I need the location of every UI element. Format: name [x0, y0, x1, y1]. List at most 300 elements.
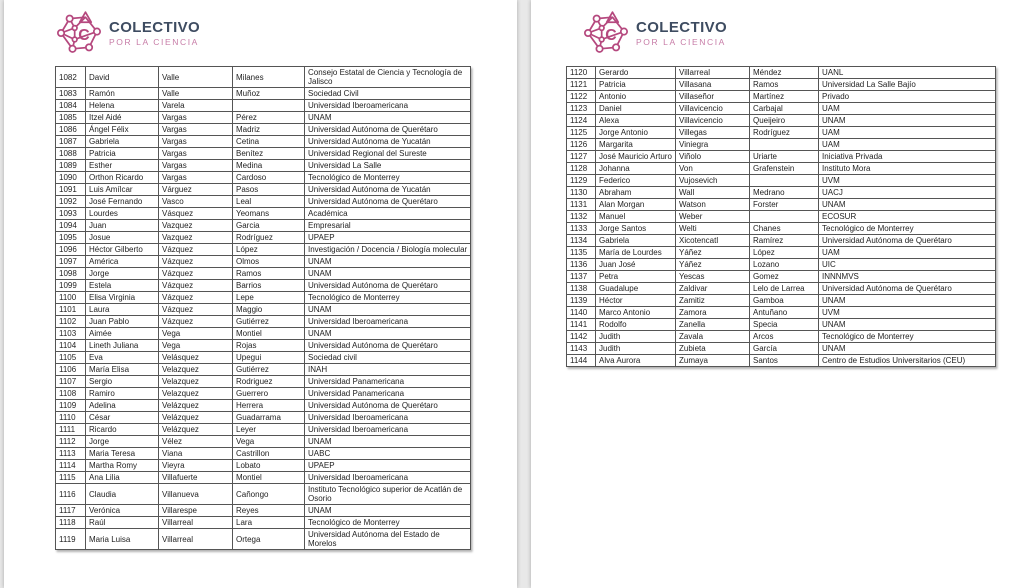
cell: UAM — [819, 247, 996, 259]
cell: UNAM — [305, 268, 471, 280]
cell: Vargas — [159, 148, 233, 160]
cell: Várguez — [159, 184, 233, 196]
cell: Villavicencio — [676, 103, 750, 115]
cell: Margarita — [596, 139, 676, 151]
cell: Héctor — [596, 295, 676, 307]
cell: Esther — [86, 160, 159, 172]
cell: 1116 — [56, 484, 86, 505]
cell: Patricia — [86, 148, 159, 160]
cell: 1115 — [56, 472, 86, 484]
cell: 1092 — [56, 196, 86, 208]
cell: Juan — [86, 220, 159, 232]
cell: Jorge — [86, 436, 159, 448]
cell: 1125 — [567, 127, 596, 139]
cell: Villanueva — [159, 484, 233, 505]
cell: 1105 — [56, 352, 86, 364]
cell: UACJ — [819, 187, 996, 199]
cell: 1134 — [567, 235, 596, 247]
cell: Rodríguez — [750, 127, 819, 139]
cell: Zumaya — [676, 355, 750, 367]
table-row — [56, 67, 471, 88]
table-row — [56, 124, 471, 136]
cell: Investigación / Docencia / Biología molecular — [305, 244, 471, 256]
cell: Gerardo — [596, 67, 676, 79]
cell: 1143 — [567, 343, 596, 355]
cell: Sergio — [86, 376, 159, 388]
cell: Ramos — [750, 79, 819, 91]
cell: Aimée — [86, 328, 159, 340]
cell: Antonio — [596, 91, 676, 103]
cell: Vázquez — [159, 316, 233, 328]
cell: Estela — [86, 280, 159, 292]
colectivo-logo — [583, 9, 727, 57]
cell: Vázquez — [159, 280, 233, 292]
table-row — [56, 280, 471, 292]
cell: Luis Amílcar — [86, 184, 159, 196]
cell: Universidad Autónoma de Yucatán — [305, 184, 471, 196]
cell: Verónica — [86, 505, 159, 517]
cell: Empresarial — [305, 220, 471, 232]
cell: 1112 — [56, 436, 86, 448]
table-row — [56, 328, 471, 340]
table-row — [567, 259, 996, 271]
cell: UNAM — [305, 112, 471, 124]
cell: Chanes — [750, 223, 819, 235]
cell: Vázquez — [159, 244, 233, 256]
cell: Barrios — [233, 280, 305, 292]
cell: 1086 — [56, 124, 86, 136]
cell — [750, 175, 819, 187]
table-row — [567, 151, 996, 163]
cell: UPAEP — [305, 460, 471, 472]
cell: Vazquez — [159, 220, 233, 232]
cell: UABC — [305, 448, 471, 460]
cell: UNAM — [305, 505, 471, 517]
cell: Centro de Estudios Universitarios (CEU) — [819, 355, 996, 367]
table-row — [567, 199, 996, 211]
cell: Alva Aurora — [596, 355, 676, 367]
cell: Gabriela — [86, 136, 159, 148]
table-row — [56, 160, 471, 172]
cell: Universidad Autónoma de Querétaro — [819, 283, 996, 295]
cell: Pérez — [233, 112, 305, 124]
cell: Universidad Autónoma de Querétaro — [305, 400, 471, 412]
cell: Académica — [305, 208, 471, 220]
cell: Sociedad Civil — [305, 88, 471, 100]
cell: Yáñez — [676, 247, 750, 259]
cell: Zamora — [676, 307, 750, 319]
cell: Zanella — [676, 319, 750, 331]
cell: Ana Lilia — [86, 472, 159, 484]
cell: Universidad Iberoamericana — [305, 424, 471, 436]
cell: Abraham — [596, 187, 676, 199]
colectivo-network-icon — [583, 10, 629, 56]
cell: 1098 — [56, 268, 86, 280]
cell: Villarreal — [676, 67, 750, 79]
cell: Wall — [676, 187, 750, 199]
cell: María Elisa — [86, 364, 159, 376]
cell: Vieyra — [159, 460, 233, 472]
logo-title: COLECTIVO — [636, 18, 728, 36]
cell: 1083 — [56, 88, 86, 100]
table-row — [567, 127, 996, 139]
cell: Reyes — [233, 505, 305, 517]
cell: Lepe — [233, 292, 305, 304]
cell: Leyer — [233, 424, 305, 436]
cell: Vargas — [159, 112, 233, 124]
table-row — [56, 196, 471, 208]
cell: Vega — [233, 436, 305, 448]
cell: 1122 — [567, 91, 596, 103]
cell: Consejo Estatal de Ciencia y Tecnología de Jalisco — [305, 67, 471, 88]
cell: Ortega — [233, 529, 305, 550]
cell: Velazquez — [159, 376, 233, 388]
cell: INNNMVS — [819, 271, 996, 283]
cell: Petra — [596, 271, 676, 283]
cell: Lourdes — [86, 208, 159, 220]
cell: 1121 — [567, 79, 596, 91]
cell: Arcos — [750, 331, 819, 343]
cell: Rodolfo — [596, 319, 676, 331]
cell: Elisa Virginia — [86, 292, 159, 304]
cell: Weber — [676, 211, 750, 223]
cell: Universidad Iberoamericana — [305, 472, 471, 484]
cell: Yescas — [676, 271, 750, 283]
table-row — [56, 364, 471, 376]
cell: Velázquez — [159, 400, 233, 412]
cell: 1082 — [56, 67, 86, 88]
cell: Xicotencatl — [676, 235, 750, 247]
cell: Vázquez — [159, 256, 233, 268]
cell: Rodriguez — [233, 376, 305, 388]
cell: David — [86, 67, 159, 88]
cell: Tecnológico de Monterrey — [819, 331, 996, 343]
cell: Montiel — [233, 328, 305, 340]
table-row — [56, 256, 471, 268]
cell: Guerrero — [233, 388, 305, 400]
cell: 1131 — [567, 199, 596, 211]
cell: Vázquez — [159, 304, 233, 316]
cell: Universidad Autónoma de Querétaro — [305, 196, 471, 208]
cell: Benítez — [233, 148, 305, 160]
cell: 1133 — [567, 223, 596, 235]
cell: 1144 — [567, 355, 596, 367]
cell: Carbajal — [750, 103, 819, 115]
table-row — [567, 355, 996, 367]
table-row — [567, 67, 996, 79]
table-row — [567, 247, 996, 259]
logo-text — [109, 20, 200, 47]
cell: Juan Pablo — [86, 316, 159, 328]
cell: Yeomans — [233, 208, 305, 220]
cell: Villarreal — [159, 517, 233, 529]
svg-text:C: C — [78, 27, 90, 45]
cell: América — [86, 256, 159, 268]
table-row — [567, 271, 996, 283]
cell: Villarreal — [159, 529, 233, 550]
table-row — [56, 400, 471, 412]
cell: 1111 — [56, 424, 86, 436]
cell: UIC — [819, 259, 996, 271]
cell: Universidad Autónoma de Yucatán — [305, 136, 471, 148]
cell: Herrera — [233, 400, 305, 412]
cell: 1118 — [56, 517, 86, 529]
cell: Tecnológico de Monterrey — [305, 517, 471, 529]
table-row — [567, 211, 996, 223]
cell: Ramón — [86, 88, 159, 100]
cell: Velázquez — [159, 412, 233, 424]
cell: Ramiro — [86, 388, 159, 400]
cell: Vargas — [159, 124, 233, 136]
cell: 1104 — [56, 340, 86, 352]
cell: Specia — [750, 319, 819, 331]
cell: César — [86, 412, 159, 424]
cell: Judith — [596, 331, 676, 343]
cell: Laura — [86, 304, 159, 316]
cell: 1130 — [567, 187, 596, 199]
cell: 1117 — [56, 505, 86, 517]
logo-text — [636, 20, 727, 47]
cell: Tecnológico de Monterrey — [819, 223, 996, 235]
table-row — [56, 172, 471, 184]
cell: ECOSUR — [819, 211, 996, 223]
cell: Instituto Mora — [819, 163, 996, 175]
colectivo-network-icon — [56, 10, 102, 56]
cell: Garcia — [233, 220, 305, 232]
table-row — [56, 517, 471, 529]
cell: García — [750, 343, 819, 355]
cell: 1142 — [567, 331, 596, 343]
cell: Gabriela — [596, 235, 676, 247]
cell: Vélez — [159, 436, 233, 448]
cell: Vásquez — [159, 208, 233, 220]
cell: Yáñez — [676, 259, 750, 271]
cell: INAH — [305, 364, 471, 376]
table-row — [567, 139, 996, 151]
cell: UNAM — [305, 256, 471, 268]
cell: Vazquez — [159, 232, 233, 244]
cell: Zamitiz — [676, 295, 750, 307]
logo-subtitle: POR LA CIENCIA — [636, 36, 726, 47]
cell: Guadarrama — [233, 412, 305, 424]
cell: Lelo de Larrea — [750, 283, 819, 295]
cell: Vujosevich — [676, 175, 750, 187]
cell: 1089 — [56, 160, 86, 172]
cell: Rojas — [233, 340, 305, 352]
cell: 1093 — [56, 208, 86, 220]
cell: Zubieta — [676, 343, 750, 355]
cell: Uriarte — [750, 151, 819, 163]
cell: UAM — [819, 103, 996, 115]
cell: Viñolo — [676, 151, 750, 163]
table-row — [56, 220, 471, 232]
table-row — [56, 340, 471, 352]
table-row — [567, 91, 996, 103]
cell: 1114 — [56, 460, 86, 472]
cell: Privado — [819, 91, 996, 103]
cell: 1090 — [56, 172, 86, 184]
cell: Villafuerte — [159, 472, 233, 484]
cell: Universidad Panamericana — [305, 376, 471, 388]
cell: Maria Teresa — [86, 448, 159, 460]
cell: Valle — [159, 67, 233, 88]
cell: Cetina — [233, 136, 305, 148]
cell: 1106 — [56, 364, 86, 376]
cell — [750, 139, 819, 151]
cell: José Fernando — [86, 196, 159, 208]
cell: Martha Romy — [86, 460, 159, 472]
cell: UPAEP — [305, 232, 471, 244]
cell: Alan Morgan — [596, 199, 676, 211]
cell: 1124 — [567, 115, 596, 127]
cell: Medrano — [750, 187, 819, 199]
cell: Velázquez — [159, 424, 233, 436]
table-row — [56, 148, 471, 160]
cell: Lineth Juliana — [86, 340, 159, 352]
cell: Martínez — [750, 91, 819, 103]
cell: Antuñano — [750, 307, 819, 319]
cell: Santos — [750, 355, 819, 367]
cell: UNAM — [819, 115, 996, 127]
cell: 1085 — [56, 112, 86, 124]
cell: 1107 — [56, 376, 86, 388]
cell: UVM — [819, 307, 996, 319]
table-row — [56, 472, 471, 484]
document-page-2 — [531, 0, 1024, 588]
cell: Villaseñor — [676, 91, 750, 103]
cell: José Mauricio Arturo — [596, 151, 676, 163]
cell: Muñoz — [233, 88, 305, 100]
cell: Manuel — [596, 211, 676, 223]
cell: UNAM — [819, 343, 996, 355]
cell: Ángel Félix — [86, 124, 159, 136]
cell: 1113 — [56, 448, 86, 460]
cell: Instituto Tecnológico superior de Acatlán de Osorio — [305, 484, 471, 505]
participants-table-page-1 — [55, 66, 471, 550]
table-row — [56, 388, 471, 400]
cell: UANL — [819, 67, 996, 79]
cell: Velásquez — [159, 352, 233, 364]
cell: UVM — [819, 175, 996, 187]
cell: 1141 — [567, 319, 596, 331]
cell: Vargas — [159, 172, 233, 184]
table-row — [567, 175, 996, 187]
table-row — [567, 235, 996, 247]
cell: Universidad Autónoma de Querétaro — [305, 124, 471, 136]
cell: Ramos — [233, 268, 305, 280]
cell: Villegas — [676, 127, 750, 139]
cell: Von — [676, 163, 750, 175]
cell: Universidad La Salle — [305, 160, 471, 172]
cell: 1094 — [56, 220, 86, 232]
table-row — [56, 292, 471, 304]
cell: Vázquez — [159, 292, 233, 304]
cell: 1099 — [56, 280, 86, 292]
table-row — [56, 88, 471, 100]
cell: 1088 — [56, 148, 86, 160]
cell: Méndez — [750, 67, 819, 79]
cell: Itzel Aidé — [86, 112, 159, 124]
cell: 1096 — [56, 244, 86, 256]
cell: Guadalupe — [596, 283, 676, 295]
document-page-1 — [4, 0, 517, 588]
participants-table-page-2 — [566, 66, 996, 367]
cell — [233, 100, 305, 112]
cell: Pasos — [233, 184, 305, 196]
cell: Vargas — [159, 136, 233, 148]
table-row — [56, 112, 471, 124]
cell: 1087 — [56, 136, 86, 148]
table-row — [56, 244, 471, 256]
table-row — [567, 283, 996, 295]
cell: Jorge Antonio — [596, 127, 676, 139]
cell: 1127 — [567, 151, 596, 163]
cell: Gamboa — [750, 295, 819, 307]
table-row — [567, 223, 996, 235]
table-row — [56, 208, 471, 220]
cell: Universidad Autónoma de Querétaro — [305, 280, 471, 292]
cell: Gutiérrez — [233, 364, 305, 376]
table-row — [56, 184, 471, 196]
cell: Zavala — [676, 331, 750, 343]
cell: Universidad Iberoamericana — [305, 100, 471, 112]
cell: UNAM — [819, 319, 996, 331]
cell: Universidad Panamericana — [305, 388, 471, 400]
cell: Cañongo — [233, 484, 305, 505]
table-row — [56, 136, 471, 148]
cell: 1102 — [56, 316, 86, 328]
cell: Lozano — [750, 259, 819, 271]
cell: Gutiérrez — [233, 316, 305, 328]
cell: UNAM — [305, 304, 471, 316]
table-row — [56, 232, 471, 244]
table-row — [56, 316, 471, 328]
cell: Universidad Autónoma del Estado de Morelos — [305, 529, 471, 550]
logo-subtitle: POR LA CIENCIA — [109, 36, 199, 47]
cell: UAM — [819, 139, 996, 151]
cell: Villavicencio — [676, 115, 750, 127]
cell: 1137 — [567, 271, 596, 283]
cell: Valle — [159, 88, 233, 100]
cell: 1136 — [567, 259, 596, 271]
cell: 1109 — [56, 400, 86, 412]
cell: Orthon Ricardo — [86, 172, 159, 184]
logo-title: COLECTIVO — [109, 18, 201, 36]
cell: Velazquez — [159, 364, 233, 376]
cell: Sociedad civil — [305, 352, 471, 364]
cell: UNAM — [819, 199, 996, 211]
cell: Vázquez — [159, 268, 233, 280]
cell: 1110 — [56, 412, 86, 424]
table-row — [56, 460, 471, 472]
cell: Marco Antonio — [596, 307, 676, 319]
table-row — [567, 343, 996, 355]
cell: Alexa — [596, 115, 676, 127]
table-row — [567, 307, 996, 319]
cell: 1120 — [567, 67, 596, 79]
cell: Maggio — [233, 304, 305, 316]
cell: Helena — [86, 100, 159, 112]
cell: Milanes — [233, 67, 305, 88]
cell: Johanna — [596, 163, 676, 175]
cell: Rodríguez — [233, 232, 305, 244]
cell: Watson — [676, 199, 750, 211]
table-row — [56, 304, 471, 316]
cell: Federico — [596, 175, 676, 187]
cell: Vasco — [159, 196, 233, 208]
cell: Eva — [86, 352, 159, 364]
cell: Castrillon — [233, 448, 305, 460]
